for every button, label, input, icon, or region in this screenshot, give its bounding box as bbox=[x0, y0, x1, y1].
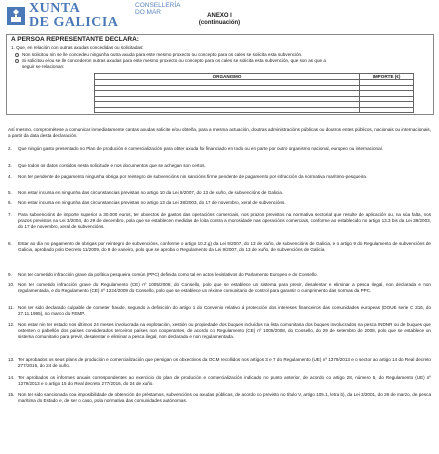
item-text: Ter aprobados os informes anuais correspondentes ao exercicio do plan de produción e comercialización indicado no punto anterior, de acordo co artigo 28, número 5, do Regulamento (UE) nº 1379/2013 e o artigo 15 do Real decreto 277/2016, do 24 de xuño. bbox=[18, 375, 431, 386]
declaration-item bbox=[8, 282, 431, 294]
department-line-1: CONSELLERÍA bbox=[135, 2, 181, 9]
declaration-item bbox=[8, 322, 431, 340]
declaration-item bbox=[8, 174, 431, 180]
table-row bbox=[95, 107, 414, 113]
item-text: Ter aprobados os seus plans de produción e comercialización que persigan os obxectivos da OCM recollidos nos artigos 3 e 7 do Regulamento (UE) nº 1379/2013 e o sector ao artigo 14 do Real decreto 277/2016, do 24 de xuño. bbox=[18, 357, 431, 368]
declaration-item bbox=[8, 375, 431, 387]
item-text: Que ningún gasto presentado no Plan de produción e comercialización para obter axuda foi financiado en todo ou en parte por outro organismo nacional, europeo ou internacional. bbox=[18, 146, 383, 151]
declaration-item bbox=[8, 163, 431, 169]
item-number: 6. bbox=[8, 200, 12, 205]
item-number: 3. bbox=[8, 163, 12, 168]
question-1: 1. Que, en relación con outras axudas concedidas ou solicitadas: bbox=[11, 45, 144, 50]
item-number: 5. bbox=[8, 190, 12, 195]
item-text: Non ter sido sancionada coa imposibilidade de obtención de préstamos, subvencións ou axudas públicas, de acordo co previsto no título V, artigo 105.1, letra b), da Lei 3/2001, do 26 de marzo, de pesca marítima do Estado e, de ser o caso, pola normativa das comunidades autónomas. bbox=[18, 392, 431, 403]
item-number: 9. bbox=[8, 272, 12, 277]
item-text: Non estar nin ter estado nos últimos 24 meses involucrada na explotación, xestión ou propiedade dos buques incluídos na lista comunitaria dos buques involucrados na pesca INDNR ou de buques que ostenten o pabellón dos países considerados terceiros países non cooperantes, de acordo co Regulamento (CE) nº 1005/2008, do Consello, do 29 de setembro de 2008, polo que se establece un sistema comunitario para previr, desalentar e eliminar a pesca ilegal, non declarada e non regulamentada. bbox=[18, 322, 431, 339]
header-importe: IMPORTE (€) bbox=[360, 74, 414, 80]
declaration-item bbox=[8, 305, 431, 317]
option-none-label: Non solicitou nin se lle concedeu ningunha outra axuda para este mesmo proxecto ou concepto para os cales se solicita esta subvención. bbox=[22, 52, 303, 57]
radio-none[interactable] bbox=[15, 53, 19, 57]
logo-line-2: DE GALICIA bbox=[29, 15, 119, 30]
item-number: 4. bbox=[8, 174, 12, 179]
item-number: 13. bbox=[8, 357, 15, 362]
item-number: 11. bbox=[8, 305, 15, 310]
item-text: Para subvencións de importe superior a 30.000 euros, ter obxectos de gastos das operacións comerciais, nos prazos previstos na normativa sectorial que resulte de aplicación ou, na súa falta, nos prazos previstos na Lei 3/2004, do 29 de decembro, pola que se establecen medidas de loita contra a morosidade nas operacións comerciais, conforme ao establecido no artigo 13.3 bis da Lei 38/2003, do 17 de novembro, xeral de subvencións. bbox=[18, 212, 431, 229]
organismo-cell[interactable] bbox=[95, 107, 360, 113]
declaration-item bbox=[8, 212, 431, 230]
annex-heading bbox=[0, 13, 439, 27]
item-text: Non ter sido declarado culpable de cometer fraude, segundo a definición do artigo 1 do Convenio relativo á protección dos intereses financeiros das comunidades europeas (DOUE serie C 316, do 27.11.1995), no marco do FEMP. bbox=[18, 305, 431, 316]
declaration-item bbox=[8, 190, 431, 196]
item-text: Que todos os datos contidos nesta solicitude e nos documentos que se achegan son certos. bbox=[18, 163, 206, 168]
declaration-item bbox=[8, 357, 431, 369]
option-yes-cont: seguir se relacionan: bbox=[22, 64, 65, 69]
section-title: A PERSOA REPRESENTANTE DECLARA: bbox=[11, 36, 139, 43]
option-yes-label: Si solicitou e/ou se lle concederon outras axudas para este mesmo proxecto ou concepto para os cales se solicita esta subvención, que son as que a bbox=[22, 58, 326, 63]
item-number: 2. bbox=[8, 146, 12, 151]
declaration-item bbox=[8, 392, 431, 404]
declaration-item bbox=[8, 272, 431, 278]
header-organismo: ORGANISMO bbox=[95, 74, 360, 80]
item-text: Non ter cometido infracción grave do Regulamento (CE) nº 1005/2008, do Consello, polo que se establece un sistema para previr, desalentar e eliminar a pesca ilegal, non declarada e non regulamentada, e do Regulamento (CE) nº 1224/2009 do Consello, polo que se establece un réxime comunitario de control para garantir o cumprimento das normas da PPC. bbox=[18, 282, 431, 293]
item-text: Non estar incursa en ningunha das circunstancias previstas no artigo 13 da Lei 38/2003, do 17 de novembro, xeral de subvencións. bbox=[18, 200, 286, 205]
declaration-item bbox=[8, 241, 431, 253]
item-text: Non estar incursa en ningunha das circunstancias previstas no artigo 10 da Lei 9/2007, do 13 de xuño, de subvencións de Galicia. bbox=[18, 190, 284, 195]
annex-subtitle: (continuación) bbox=[198, 20, 241, 26]
other-aid-table bbox=[94, 73, 414, 113]
item-text: Non ter pendente de pagamento ningunha obriga por reintegro de subvencións nin sancións firme pendente de pagamento por infracción da normativa marítimo-pesqueira. bbox=[18, 174, 368, 179]
item-number: 10. bbox=[8, 282, 15, 287]
item-number: 14. bbox=[8, 375, 15, 380]
importe-cell[interactable] bbox=[360, 107, 414, 113]
item-text: Estar ao día no pagamento de obrigas por reintegro de subvencións, conforme o artigo 10.2.g) da Lei 9/2007, do 13 de xuño, de subvencións de Galicia, e o artigo 9 do Regulamento de subvencións de Galicia, aprobado polo Decreto 11/2009, do 8 de xaneiro, polo que se aproba o Regulamento da Lei 9/2007, do 13 de xuño, de subvencións de Galicia. bbox=[18, 241, 431, 252]
declaration-item bbox=[8, 200, 431, 206]
radio-yes[interactable] bbox=[15, 59, 19, 63]
item-number: 12. bbox=[8, 322, 15, 327]
annex-title: ANEXO I bbox=[207, 13, 232, 19]
item-number: 8. bbox=[8, 241, 12, 246]
logo-line-1: XUNTA bbox=[29, 1, 81, 16]
declaration-item bbox=[8, 146, 431, 152]
item-number: 7. bbox=[8, 212, 12, 217]
department-line-2: DO MAR bbox=[135, 9, 161, 16]
item-text: Non ter cometido infracción grave da política pesqueira común (PPC) definida como tal en actos lexislativos do Parlamento Europeo e do Consello. bbox=[18, 272, 318, 277]
commitment-paragraph: Así mesmo, comprométese a comunicar inmediatamente cantas axudas solicite e/ou obteña, para a mesma actuación, doutras administracións públicas ou doutros entes públicos, nacionais ou internacionais, a partir da data desta declaración. bbox=[8, 127, 431, 138]
item-number: 15. bbox=[8, 392, 15, 397]
